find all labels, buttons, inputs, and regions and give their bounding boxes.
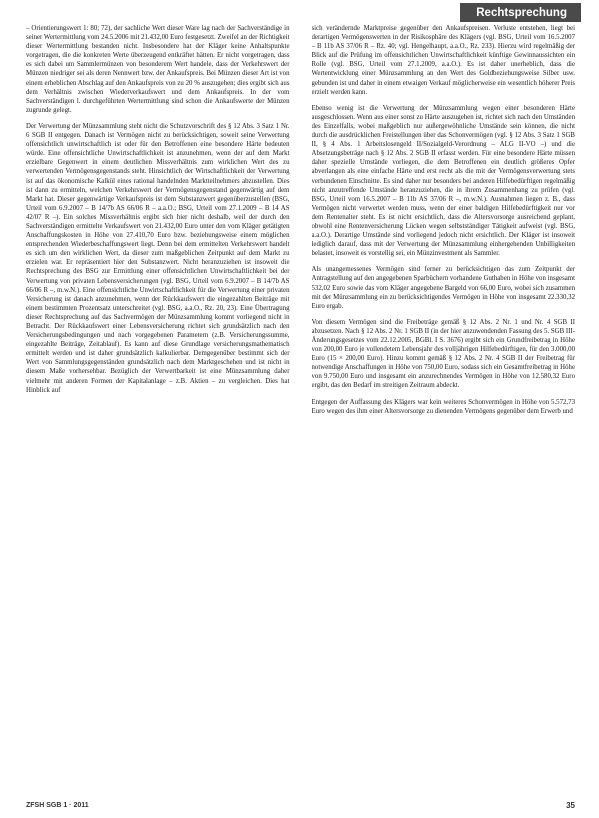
page-footer bbox=[26, 801, 575, 810]
paragraph: – Orientierungswert 1: 80; 72), der sachliche Wert dieser Ware lag nach der Sachverständige in seiner Wertermittlung vom 24.5.2006 mit 21.432,00 Euro festgesetzt. Zweifel an der Richtigkeit dieser Wertermittlung bestanden nicht. Insbesondere hat der Kläger keine Anhaltspunkte vorgetragen, die die konkreten Werte überzeugend entkräftet hätten. Er nicht vorgetragen, dass es sich dabei um Sammlermünzen von besonderem Wert handele, dass der Verkehrswert der Münzen niedriger sei als deren Nennwert bzw. der Ankaufspreis. Bei Münzen dieser Art ist von einem erheblichen Abschlag auf den Ankaufspreis von zu 20 % auszugehen; dies ergibt sich aus dem Verhältnis zwischen Wiederverkaufswert und dem Ankaufspreis. In der vom Sachverständigen l. durchgeführten Wertermittlung sind schon die Ankaufswerte der Münzen zugrunde gelegt. bbox=[26, 25, 290, 114]
right-column bbox=[312, 24, 576, 788]
text-columns bbox=[26, 24, 575, 788]
journal-name: ZFSH SGB 1 · 2011 bbox=[26, 802, 89, 809]
page-header bbox=[0, 0, 599, 22]
page-number: 35 bbox=[566, 801, 575, 810]
paragraph: Der Verwertung der Münzsammlung steht nicht die Schutzvorschrift des § 12 Abs. 3 Satz 1 Nr. 6 SGB II entgegen. Danach ist Vermögen nicht zu berücksichtigen, soweit seine Verwertung offensichtlich unwirtschaftlich ist oder für den Betroffenen eine besondere Härte bedeuten würde. Eine offensichtliche Unwirtschaftlichkeit ist anzunehmen, wenn der auf dem Markt erzielbare Gegenwert in einem deutlichen Missverhältnis zum wirklichen Wert des zu verwertenden Vermögensgegenstands steht. Hinsichtlich der Wirtschaftlichkeit der Verwertung ist auf das ökonomische Kalkül eines rational handelnden Marktteilnehmers abzustellen. Dies ist dann zu ermitteln, welchen Verkehrswert der Vermögensgegenstand gegenwärtig auf dem Markt hat. Dieser gegenwärtige Verkaufspreis ist dem Substanzwert gegenüberzustellen (BSG, Urteil vom 6.9.2007 – B 14/7b AS 66/06 R – a.a.O.; BSG, Urteil vom 27.1.2009 – B 14 AS 42/07 R –). Ein solches Missverhältnis ergibt sich hier nicht deshalb, weil der durch den Sachverständigen ermittelte Verkaufswert von 21.432,00 Euro unter den vom Kläger getätigten Anschaffungskosten in Höhe von 27.410,70 Euro bzw. beziehungsweise einem möglichen entsprechenden Wiederbeschaffungswert liegt. Denn bei dem ermittelten Verkehrswert handelt es sich um den wirklichen Wert, da dieser zum maßgeblichen Zeitpunkt auf dem Markt zu erzielen war. Er repräsentiert hier den Substanzwert. Nicht heranzuziehen ist insoweit die Rechtsprechung des BSG zur Ermittlung einer offensichtlichen Unwirtschaftlichkeit bei der Verwertung von privaten Lebensversicherungen (vgl. BSG, Urteil vom 6.9.2007 – B 14/7b AS 66/06 R –, m.w.N.). Eine offensichtliche Unwirtschaftlichkeit für die Verwertung einer privaten Versicherung ist danach anzunehmen, wenn der Rückkaufswert die eingezahlten Beiträge mit einem bestimmten Prozentsatz unterschreitet (vgl. BSG, a.a.O., Rz. 20, 23). Eine Übertragung dieser Rechtsprechung auf das Sachvermögen der Münzsammlung kommt vorliegend nicht in Betracht. Der Rückkaufswert einer Lebensversicherung richtet sich grundsätzlich nach den Versicherungsbedingungen und nach vorgegebenen Parametern (z.B. Versicherungssumme, eingezahlte Beiträge, Zeitablauf). Es kann auf diese Grundlage versicherungsmathematisch ermittelt werden und ist daher grundsätzlich kalkulierbar. Demgegenüber bestimmt sich der Wert von Sammlungsgegenständen grundsätzlich nach dem Marktgeschehen und ist nicht in diesem Maße vorhersehbar. Bezüglich der Verwertbarkeit ist eine Münzsammlung daher vielmehr mit anderen Formen der Kapitalanlage – z.B. Aktien – zu vergleichen. Dies hat Hinblick auf bbox=[26, 122, 290, 394]
paragraph: Entgegen der Auffassung des Klägers war kein weiteres Schonvermögen in Höhe von 5.572,73 Euro wegen des ihm einer Altersvorsorge zu dienenden Vermögens gegenüber dem Erwerb und bbox=[311, 398, 575, 415]
paragraph: sich verändernde Marktpreise gegenüber den Ankaufspreisen. Verluste entstehen, liegt bei derartigen Vermögenswerten in der Risikosphäre des Klägers (vgl. BSG, Urteil vom 16.5.2007 – B 11b AS 37/06 R – Rz. 40; vgl. Hengelhaupt, a.a.O., Rz. 233). Hierzu wird regelmäßig der Blick auf die Prüfung im offensichtlichen Unwirtschaftlichkeit künftige Gewinnaussichten ein Rolle (vgl. BSG, Urteil vom 27.1.2009, a.a.O.). Es ist daher unerheblich, dass die Wertentwicklung einer Münzsammlung an den Wert des Goldbeziehungsweise Silber usw. gebunden ist und daher in einem etwaigen Verkauf möglicherweise ein wesentlich höherer Preis erzielt werden kann. bbox=[311, 25, 575, 96]
section-label: Rechtsprechung bbox=[460, 3, 581, 22]
paragraph: Von diesem Vermögen sind die Freibeträge gemäß § 12 Abs. 2 Nr. 1 und Nr. 4 SGB II abzusetzen. Nach § 12 Abs. 2 Nr. 1 SGB II (in der hier anzuwendenden Fassung des 5. SGB III-Änderungsgesetzes vom 22.12.2005, BGBl. I S. 3676) ergibt sich ein Grundfreibetrag in Höhe von 200,00 Euro je vollendetem Lebensjahr des volljährigen Hilfebedürftigen, für den 3.000,00 Euro (15 × 200,00 Euro). Hinzu kommt gemäß § 12 Abs. 2 Nr. 4 SGB II der Freibetrag für notwendige Anschaffungen in Höhe von 750,00 Euro, sodass sich ein Gesamtfreibetrag in Höhe von 9.750,00 Euro und insgesamt ein anzurechnendes Vermögen in Höhe von 12.580,32 Euro ergibt, das den Bedarf im streitigen Zeitraum abdeckt. bbox=[311, 318, 575, 390]
paragraph: Als unangemessenes Vermögen sind ferner zu berücksichtigen das zum Zeitpunkt der Antragstellung auf den angegebenen Sparbüchern vorhandene Guthaben in Höhe von insgesamt 532,02 Euro sowie das vom Kläger angegebene Bargeld von 66,00 Euro, wobei sich zusammen mit der Münzsammlung ein zu berücksichtigendes Vermögen in Höhe von insgesamt 22.330,32 Euro ergab. bbox=[311, 266, 575, 310]
paragraph: Ebenso wenig ist die Verwertung der Münzsammlung wegen einer besonderen Härte ausgeschlossen. Wenn aus einer sonst zu Härte auszugehen ist, richtet sich nach den Umständen des Einzelfalls, wobei maßgeblich nur außergewöhnliche Umstände sein können, die nicht durch die ausdrücklichen Freistellungen über das Schonvermögen (vgl. § 12 Abs. 3 Satz 1 SGB II, § 4 Abs. 1 Arbeitslosengeld II/Sozialgeld-Verordnung – ALG II-VO –) und die Absetzungsbeträge nach § 12 Abs. 2 SGB II erfasst werden. Für eine besondere Härte müssen daher spezielle Umstände vorliegen, die dem Betroffenen ein deutlich größeres Opfer abverlangen als eine einfache Härte und erst recht als die mit der Vermögensverwertung stets verbundenen Einschnitte. Es sind daher nur besonders bei anderen Hilfebedürftigen regelmäßig nicht anzutreffende Umstände heranzuziehen, die in ihrem Zusammenhang zu prüfen (vgl. BSG, Urteil vom 16.5.2007 – B 11b AS 37/06 R –, m.w.N.). Ausnahmen liegen z. B., dass Vermögen nicht verwertet werden muss, wenn der einer baldigen Hilfebedürftigkeit nur vor dem Rentenalter steht. Es ist nicht ersichtlich, dass die Altersvorsorge ausreichend geplant, obwohl eine Rentenversicherung Lücken wegen selbstständiger Tätigkeit aufweist (vgl. BSG, a.a.O.). Derartige Umstände sind vorliegend jedoch nicht ersichtlich. Der Kläger ist insoweit lediglich darauf, dass mit der Verwertung der Münzsammlung einhergehenden Unbilligkeiten belastet, insoweit es vorstellig sei, ein Münzinvestment als Sammler. bbox=[311, 104, 575, 258]
left-column bbox=[26, 24, 290, 788]
